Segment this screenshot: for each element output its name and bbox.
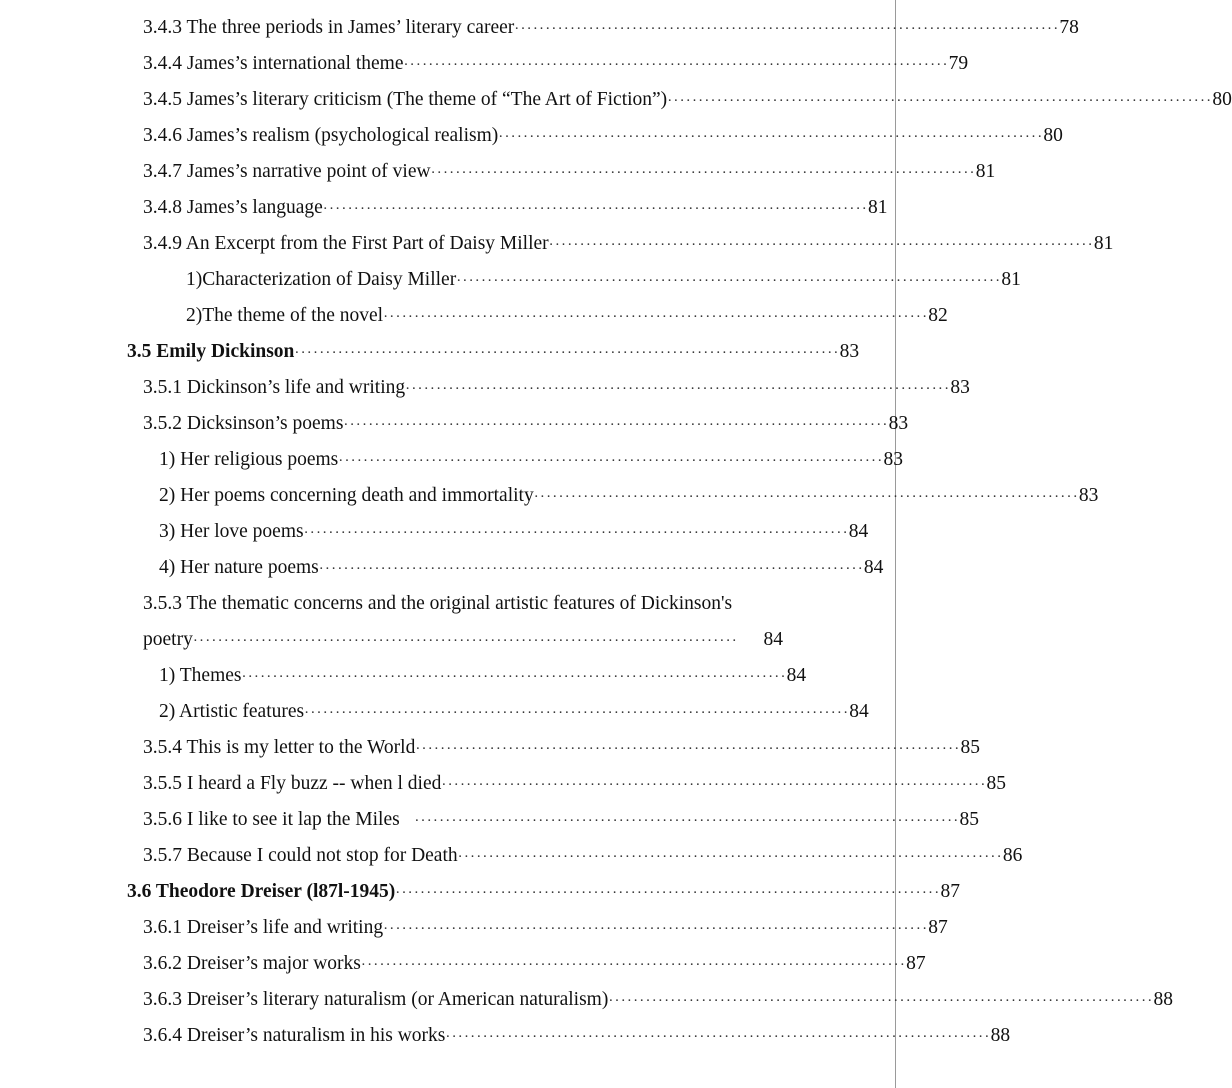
dot-leader: ························································································	[667, 93, 1213, 109]
toc-page-number: 88	[990, 1025, 1011, 1046]
toc-entry-title: 3.5.6 I like to see it lap the Miles	[143, 809, 415, 830]
toc-entry-title: 3.4.4 James’s international theme	[143, 53, 404, 74]
toc-section-3-5[interactable]	[127, 334, 860, 370]
toc-entry-artistic-features[interactable]	[159, 694, 869, 730]
toc-entry-religious-poems[interactable]	[159, 442, 903, 478]
toc-section-title: 3.5 Emily Dickinson	[127, 341, 295, 362]
toc-entry-title: 3.5.5 I heard a Fly buzz -- when l died	[143, 773, 442, 794]
toc-entry-3-6-3[interactable]	[143, 982, 1173, 1018]
toc-entry-3-4-5[interactable]	[143, 82, 1232, 118]
toc-page-number: 81	[1001, 269, 1021, 290]
toc-entry-title: 3.4.7 James’s narrative point of view	[143, 161, 431, 182]
toc-entry-3-6-4[interactable]	[143, 1018, 1011, 1054]
dot-leader: ························································································	[318, 561, 864, 577]
toc-entry-title: 4) Her nature poems	[159, 557, 319, 578]
toc-page-number: 87	[906, 953, 926, 974]
toc-entry-3-5-3-line2[interactable]	[143, 622, 783, 658]
dot-leader: ························································································	[192, 633, 738, 649]
toc-entry-3-4-9[interactable]	[143, 226, 1114, 262]
toc-entry-title: 3.4.5 James’s literary criticism (The theme of “The Art of Fiction”)	[143, 89, 668, 110]
dot-leader: ························································································	[294, 345, 840, 361]
toc-section-title: 3.6 Theodore Dreiser (l87l-1945)	[127, 881, 396, 902]
dot-leader: ························································································	[383, 921, 929, 937]
toc-page-number: 83	[950, 377, 970, 398]
toc-page-number: 88	[1153, 989, 1173, 1010]
toc-entry-3-5-6[interactable]	[143, 802, 979, 838]
toc-page-number: 81	[975, 161, 996, 182]
toc-entry-title: 3.6.3 Dreiser’s literary naturalism (or American naturalism)	[143, 989, 609, 1010]
toc-entry-3-4-8[interactable]	[143, 190, 888, 226]
toc-entry-themes[interactable]	[159, 658, 807, 694]
toc-entry-title: 3.4.6 James’s realism (psychological realism)	[143, 125, 499, 146]
toc-entry-title: 3.4.8 James’s language	[143, 197, 323, 218]
toc-page-number: 79	[948, 53, 969, 74]
toc-page-number: 84	[863, 557, 884, 578]
toc-page-number: 83	[839, 341, 860, 362]
dot-leader: ························································································	[415, 741, 961, 757]
toc-entry-theme-of-novel[interactable]	[186, 298, 948, 334]
toc-page-number: 83	[883, 449, 903, 470]
dot-leader: ························································································	[343, 417, 889, 433]
toc-entry-title: 2) Her poems concerning death and immortality	[159, 485, 534, 506]
toc-entry-3-4-4[interactable]	[143, 46, 969, 82]
toc-entry-title: 2)The theme of the novel	[186, 305, 384, 326]
toc-page-number: 84	[848, 521, 869, 542]
toc-entry-title: 3.4.3 The three periods in James’ literary career	[143, 17, 515, 38]
toc-entry-title: 3.5.3 The thematic concerns and the original artistic features of Dickinson's	[143, 593, 733, 614]
toc-page-number: 84	[763, 629, 783, 650]
toc-entry-title-continuation: poetry	[143, 629, 193, 650]
dot-leader: ························································································	[360, 957, 907, 973]
toc-entry-title: 3.5.1 Dickinson’s life and writing	[143, 377, 406, 398]
toc-page-number: 78	[1059, 17, 1079, 38]
toc-page-number: 80	[1043, 125, 1063, 146]
dot-leader: ························································································	[548, 237, 1094, 253]
toc-entry-characterization[interactable]	[186, 262, 1021, 298]
dot-leader: ························································································	[498, 129, 1044, 145]
toc-page-number: 80	[1212, 89, 1232, 110]
toc-entry-3-4-6[interactable]	[143, 118, 1063, 154]
dot-leader: ························································································	[430, 165, 976, 181]
dot-leader: ························································································	[441, 777, 987, 793]
toc-entry-3-5-5[interactable]	[143, 766, 1007, 802]
toc-entry-3-4-7[interactable]	[143, 154, 996, 190]
toc-entry-title: 3.5.4 This is my letter to the World	[143, 737, 416, 758]
toc-page-number: 83	[1078, 485, 1099, 506]
toc-entry-3-5-2[interactable]	[143, 406, 909, 442]
toc-page-number: 84	[849, 701, 869, 722]
dot-leader: ························································································	[414, 813, 960, 829]
toc-page-number: 85	[959, 809, 979, 830]
toc-entry-title: 3.4.9 An Excerpt from the First Part of Daisy Miller	[143, 233, 549, 254]
toc-entry-title: 3.6.2 Dreiser’s major works	[143, 953, 361, 974]
dot-leader: ························································································	[241, 669, 787, 685]
dot-leader: ························································································	[457, 849, 1003, 865]
toc-entry-3-5-7[interactable]	[143, 838, 1023, 874]
dot-leader: ························································································	[395, 885, 941, 901]
dot-leader: ························································································	[533, 489, 1079, 505]
dot-leader: ························································································	[405, 381, 951, 397]
dot-leader: ························································································	[304, 705, 850, 721]
toc-entry-3-5-3-line1[interactable]	[143, 586, 783, 622]
dot-leader: ························································································	[338, 453, 884, 469]
toc-entry-3-4-3[interactable]	[143, 10, 1079, 46]
toc-page-number: 86	[1002, 845, 1023, 866]
dot-leader: ························································································	[445, 1029, 991, 1045]
toc-page-number: 83	[888, 413, 909, 434]
toc-entry-title: 3.5.7 Because I could not stop for Death	[143, 845, 458, 866]
toc-entry-title: 3.6.4 Dreiser’s naturalism in his works	[143, 1025, 446, 1046]
toc-entry-title: 1) Her religious poems	[159, 449, 339, 470]
dot-leader: ························································································	[322, 201, 868, 217]
dot-leader: ························································································	[403, 57, 949, 73]
dot-leader: ························································································	[608, 993, 1154, 1009]
toc-entry-title: 3.5.2 Dicksinson’s poems	[143, 413, 344, 434]
toc-page-number: 82	[928, 305, 948, 326]
toc-entry-3-6-2[interactable]	[143, 946, 926, 982]
toc-entry-title: 3) Her love poems	[159, 521, 304, 542]
toc-entry-death-immortality[interactable]	[159, 478, 1099, 514]
toc-entry-title: 2) Artistic features	[159, 701, 305, 722]
toc-page-number: 81	[867, 197, 888, 218]
dot-leader: ························································································	[303, 525, 849, 541]
toc-entry-nature-poems[interactable]	[159, 550, 884, 586]
toc-page-number: 81	[1093, 233, 1114, 254]
dot-leader: ························································································	[514, 21, 1060, 37]
toc-section-3-6[interactable]	[127, 874, 960, 910]
toc-page-number: 84	[786, 665, 807, 686]
toc-entry-title: 1)Characterization of Daisy Miller	[186, 269, 457, 290]
toc-entry-title: 3.6.1 Dreiser’s life and writing	[143, 917, 384, 938]
toc-entry-3-6-1[interactable]	[143, 910, 948, 946]
dot-leader: ························································································	[456, 273, 1002, 289]
toc-entry-title: 1) Themes	[159, 665, 242, 686]
toc-page-number: 87	[928, 917, 948, 938]
toc-page-number: 87	[940, 881, 960, 902]
toc-entry-3-5-4[interactable]	[143, 730, 980, 766]
toc-page-number: 85	[986, 773, 1007, 794]
toc-entry-3-5-1[interactable]	[143, 370, 970, 406]
toc-page-number: 85	[960, 737, 980, 758]
dot-leader: ························································································	[383, 309, 929, 325]
toc-entry-love-poems[interactable]	[159, 514, 869, 550]
